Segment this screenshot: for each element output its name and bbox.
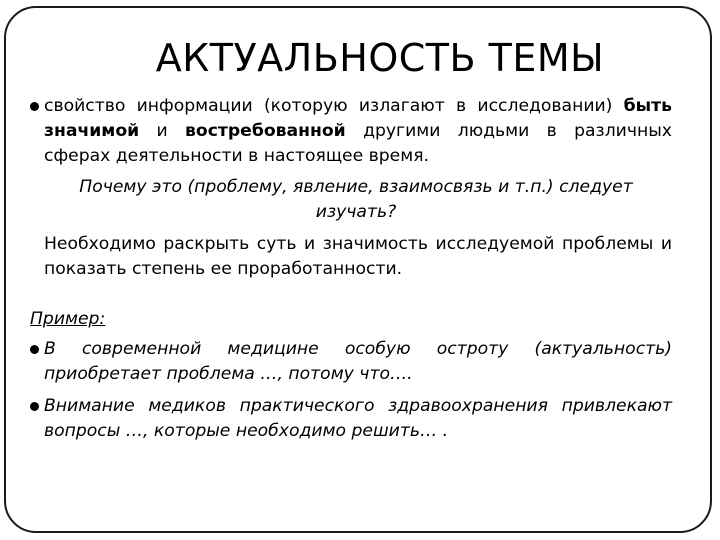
definition-bold-significant: быть значимой — [44, 96, 672, 141]
definition-text-start: свойство информации (которую излагают в исследовании) — [44, 96, 624, 116]
example-label: Пример: — [30, 309, 106, 329]
slide-title: АКТУАЛЬНОСТЬ ТЕМЫ — [155, 36, 605, 80]
example-text: В современной медицине особую остроту (актуальность) приобретает проблема …, потому что…. — [44, 339, 672, 384]
key-question: Почему это (проблему, явление, взаимосвязь и т.п.) следует изучать? — [79, 177, 633, 222]
bullet-icon — [30, 102, 39, 111]
slide-content — [30, 94, 672, 444]
definition-text-end: другими людьми в различных сферах деятельности в настоящее время. — [44, 121, 672, 166]
example-item — [30, 394, 672, 444]
example-item — [30, 337, 672, 387]
explanation-paragraph: Необходимо раскрыть суть и значимость исследуемой проблемы и показать степень ее проработанности. — [44, 234, 672, 279]
bullet-definition — [30, 94, 672, 169]
bullet-icon — [30, 402, 39, 411]
bullet-icon — [30, 345, 39, 354]
definition-text-and: и — [139, 121, 186, 141]
definition-bold-demanded: востребованной — [185, 121, 346, 141]
example-text: Внимание медиков практического здравоохранения привлекают вопросы …, которые необходимо решить… . — [44, 396, 672, 441]
